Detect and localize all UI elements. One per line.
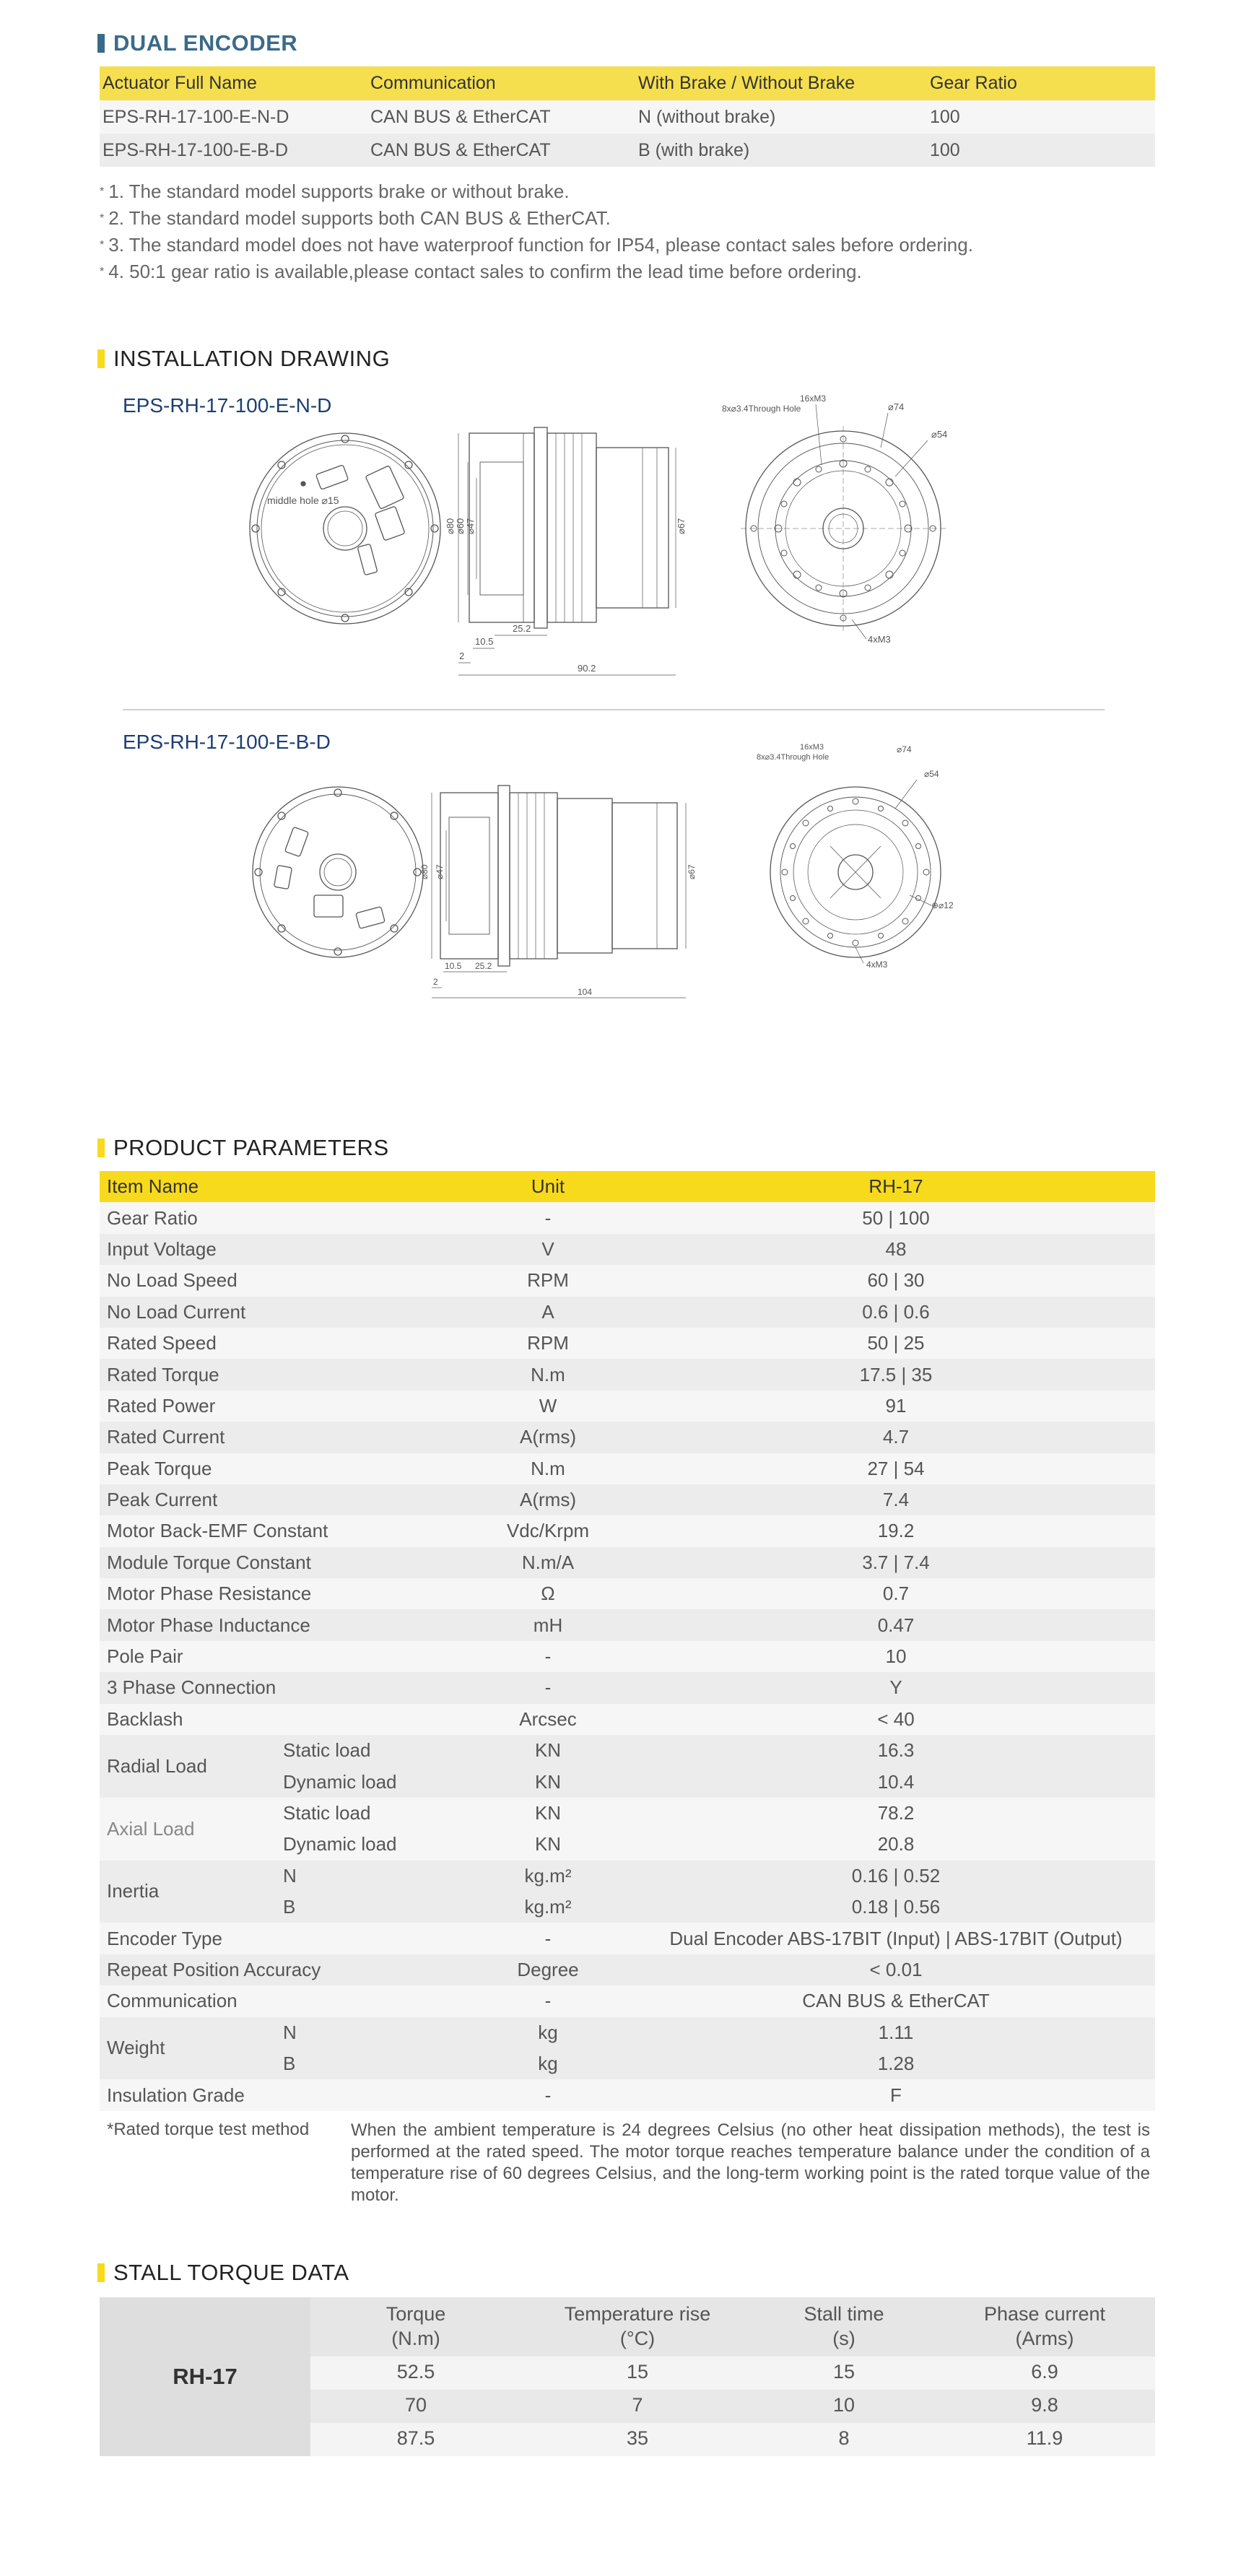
svg-text:2: 2 xyxy=(433,977,438,987)
header-cell: Torque (N.m) xyxy=(386,2303,446,2349)
drawing-divider xyxy=(123,709,1105,710)
svg-text:⌀74: ⌀74 xyxy=(888,401,905,412)
table-header-row xyxy=(100,66,1155,100)
table-row: Pole Pair - 10 xyxy=(100,1641,1155,1672)
section-marker xyxy=(97,2263,105,2282)
table-row: Communication - CAN BUS & EtherCAT xyxy=(100,1985,1155,2016)
header-cell: Communication xyxy=(367,66,635,100)
svg-text:4xM3: 4xM3 xyxy=(868,634,891,645)
table-row: Repeat Position Accuracy Degree < 0.01 xyxy=(100,1954,1155,1985)
table-row: Module Torque Constant N.m/A 3.7 | 7.4 xyxy=(100,1547,1155,1578)
table-row: 3 Phase Connection - Y xyxy=(100,1672,1155,1703)
table-cell: 87.5 xyxy=(396,2427,435,2449)
header-cell: Actuator Full Name xyxy=(100,66,367,100)
svg-text:⌀54: ⌀54 xyxy=(931,429,948,440)
table-row: Rated Current A(rms) 4.7 xyxy=(100,1422,1155,1453)
svg-text:25.2: 25.2 xyxy=(513,623,531,634)
table-row: Rated Speed RPM 50 | 25 xyxy=(100,1328,1155,1359)
svg-text:⌀67: ⌀67 xyxy=(687,864,697,879)
table-cell: N (without brake) xyxy=(635,100,927,134)
table-row: Dynamic load KN 20.8 xyxy=(100,1829,1155,1860)
stall-torque-table xyxy=(100,2297,1155,2456)
table-row: Insulation Grade - F xyxy=(100,2079,1155,2110)
table-cell: 15 xyxy=(832,2361,855,2383)
table-cell: 7 xyxy=(632,2394,643,2416)
installation-drawing-n xyxy=(238,390,1068,700)
svg-text:⌀80: ⌀80 xyxy=(419,864,430,879)
table-cell: CAN BUS & EtherCAT xyxy=(367,134,635,167)
table-row: Axial Load Static load KN 78.2 xyxy=(100,1798,1155,1829)
table-cell: 8 xyxy=(838,2427,850,2449)
table-cell: 6.9 xyxy=(1031,2361,1058,2383)
svg-text:⌀60: ⌀60 xyxy=(455,518,466,534)
stall-section-title xyxy=(97,2260,349,2286)
header-cell: RH-17 xyxy=(637,1171,1155,1202)
table-row: Inertia N kg.m² 0.16 | 0.52 xyxy=(100,1861,1155,1892)
table-cell: 70 xyxy=(404,2394,427,2416)
table-row: Peak Current A(rms) 7.4 xyxy=(100,1484,1155,1515)
middle-hole-label: middle hole ⌀15 xyxy=(267,495,339,506)
drawing1-model-label: EPS-RH-17-100-E-N-D xyxy=(123,394,332,417)
side-view xyxy=(419,786,697,998)
dual-encoder-title: DUAL ENCODER xyxy=(113,30,298,56)
header-cell: Stall time (s) xyxy=(804,2303,884,2349)
installation-title: INSTALLATION DRAWING xyxy=(113,346,391,371)
svg-text:⌀67: ⌀67 xyxy=(676,518,687,534)
table-row: Backlash Arcsec < 40 xyxy=(100,1704,1155,1735)
svg-text:10.5: 10.5 xyxy=(475,636,494,647)
table-row: B kg.m² 0.18 | 0.56 xyxy=(100,1892,1155,1923)
table-row: Rated Torque N.m 17.5 | 35 xyxy=(100,1359,1155,1390)
svg-text:10.5: 10.5 xyxy=(445,961,462,971)
header-cell: Temperature rise (°C) xyxy=(564,2303,711,2349)
back-view xyxy=(757,743,954,970)
svg-text:⌀54: ⌀54 xyxy=(924,769,939,779)
table-row xyxy=(100,134,1155,167)
stall-title: STALL TORQUE DATA xyxy=(113,2260,349,2285)
table-row: Weight N kg 1.11 xyxy=(100,2017,1155,2048)
table-row: Input Voltage V 48 xyxy=(100,1234,1155,1265)
table-cell: B (with brake) xyxy=(635,134,927,167)
dual-encoder-table xyxy=(100,66,1155,167)
table-cell: 100 xyxy=(927,134,1155,167)
table-row: Gear Ratio - 50 | 100 xyxy=(100,1202,1155,1233)
note-item: * 1. The standard model supports brake or without brake. xyxy=(100,180,570,202)
table-cell: 15 xyxy=(626,2361,649,2383)
front-view xyxy=(250,433,440,624)
svg-text:16xM3: 16xM3 xyxy=(800,393,827,404)
drawing2-model-label: EPS-RH-17-100-E-B-D xyxy=(123,731,331,753)
table-cell: 35 xyxy=(626,2427,649,2449)
svg-text:16xM3: 16xM3 xyxy=(800,743,824,752)
header-cell: With Brake / Without Brake xyxy=(635,66,927,100)
header-cell: Gear Ratio xyxy=(927,66,1155,100)
table-cell: 9.8 xyxy=(1031,2394,1058,2416)
svg-text:8x⌀3.4Through Hole: 8x⌀3.4Through Hole xyxy=(722,404,801,414)
front-view xyxy=(253,787,423,957)
note-item: * 4. 50:1 gear ratio is available,please contact sales to confirm the lead time before ordering. xyxy=(100,261,862,282)
table-cell: EPS-RH-17-100-E-B-D xyxy=(100,134,367,167)
table-cell: 52.5 xyxy=(396,2361,435,2383)
table-cell: 100 xyxy=(927,100,1155,134)
back-view xyxy=(722,393,947,645)
svg-text:⊕⌀12: ⊕⌀12 xyxy=(931,900,954,910)
installation-section-title xyxy=(97,346,390,372)
table-cell: EPS-RH-17-100-E-N-D xyxy=(100,100,367,134)
svg-text:8x⌀3.4Through Hole: 8x⌀3.4Through Hole xyxy=(757,753,830,762)
table-row: Encoder Type - Dual Encoder ABS-17BIT (Input) | ABS-17BIT (Output) xyxy=(100,1923,1155,1954)
table-row: Motor Phase Resistance Ω 0.7 xyxy=(100,1578,1155,1609)
table-row: Radial Load Static load KN 16.3 xyxy=(100,1735,1155,1766)
svg-text:4xM3: 4xM3 xyxy=(866,960,888,970)
table-row: No Load Speed RPM 60 | 30 xyxy=(100,1265,1155,1296)
header-cell: Unit xyxy=(459,1171,637,1202)
note-item: * 3. The standard model does not have waterproof function for IP54, please contact sales before ordering. xyxy=(100,234,973,256)
table-row xyxy=(100,100,1155,134)
table-row: Motor Back-EMF Constant Vdc/Krpm 19.2 xyxy=(100,1515,1155,1546)
svg-text:104: 104 xyxy=(578,987,593,997)
table-row: Rated Power W 91 xyxy=(100,1391,1155,1422)
header-cell: Phase current (Arms) xyxy=(983,2303,1106,2349)
svg-text:⌀74: ⌀74 xyxy=(897,744,912,754)
note-item: * 2. The standard model supports both CAN BUS & EtherCAT. xyxy=(100,207,611,229)
header-cell: Item Name xyxy=(100,1171,283,1202)
rated-torque-footnote-label: *Rated torque test method xyxy=(107,2120,310,2139)
svg-text:90.2: 90.2 xyxy=(578,663,596,674)
svg-text:⌀80: ⌀80 xyxy=(445,518,456,534)
table-cell: CAN BUS & EtherCAT xyxy=(367,100,635,134)
table-row: No Load Current A 0.6 | 0.6 xyxy=(100,1297,1155,1328)
parameters-section-title xyxy=(97,1135,389,1161)
svg-text:25.2: 25.2 xyxy=(475,961,492,971)
svg-text:⌀47: ⌀47 xyxy=(465,518,476,534)
installation-drawing-b xyxy=(238,743,1018,1025)
table-row: Dynamic load KN 10.4 xyxy=(100,1766,1155,1797)
dual-encoder-notes xyxy=(100,178,973,285)
table-cell: 10 xyxy=(832,2394,855,2416)
section-marker xyxy=(97,349,105,368)
parameters-title: PRODUCT PARAMETERS xyxy=(113,1135,389,1160)
side-view xyxy=(445,427,687,675)
stall-model-label: RH-17 xyxy=(100,2297,310,2456)
section-marker xyxy=(97,34,105,53)
table-cell: 11.9 xyxy=(1026,2427,1063,2449)
parameters-table xyxy=(100,1171,1155,2111)
table-row: Peak Torque N.m 27 | 54 xyxy=(100,1453,1155,1484)
section-marker xyxy=(97,1139,105,1157)
svg-text:⌀47: ⌀47 xyxy=(435,864,445,879)
svg-text:2: 2 xyxy=(459,650,465,661)
table-row: Motor Phase Inductance mH 0.47 xyxy=(100,1609,1155,1640)
dual-encoder-section-title xyxy=(97,30,297,56)
rated-torque-footnote-text: When the ambient temperature is 24 degrees Celsius (no other heat dissipation methods), the test is performed at the rated speed. The motor torque reaches temperature balance under the condition of a temperature rise of 60 degrees Celsius, and the long-term working point is the rated torque value of the motor. xyxy=(351,2120,1150,2205)
table-row: B kg 1.28 xyxy=(100,2048,1155,2079)
table-header-row xyxy=(100,1171,1155,1202)
